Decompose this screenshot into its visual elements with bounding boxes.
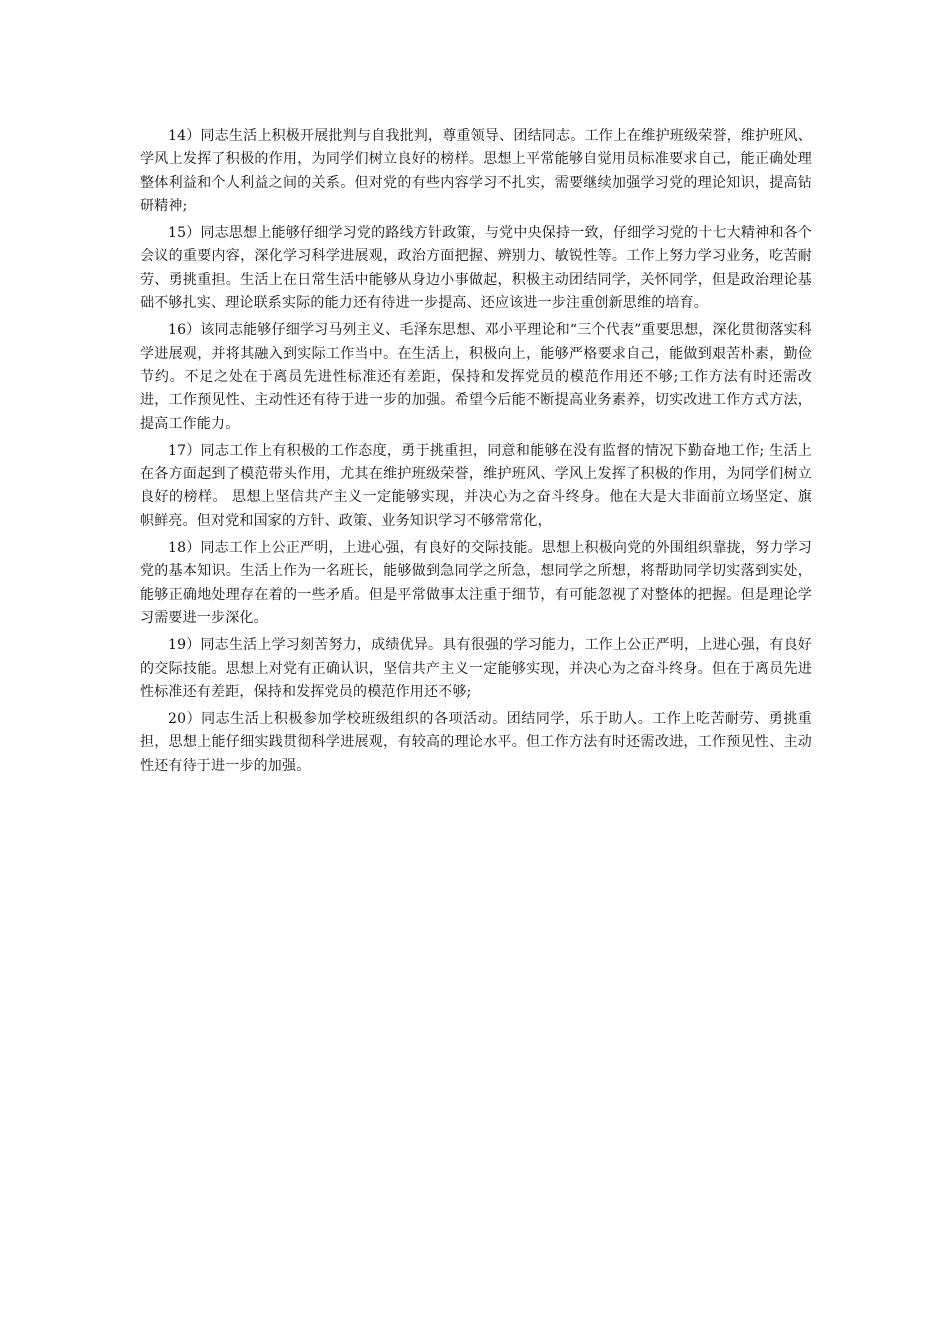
paragraph-16: 16）该同志能够仔细学习马列主义、毛泽东思想、邓小平理论和“三个代表”重要思想，深化贯彻落实科学进展观，并将其融入到实际工作当中。在生活上，积极向上，能够严格要求自己，能做到艰苦朴素，勤俭节约。不足之处在于离员先进性标准还有差距，保持和发挥党员的模范作用还不够;工作方法有时还需改进，工作预见性、主动性还有待于进一步的加强。希望今后能不断提高业务素养，切实改进工作方式方法，提高工作能力。 bbox=[140, 322, 812, 432]
paragraph-14: 14）同志生活上积极开展批判与自我批判，尊重领导、团结同志。工作上在维护班级荣誉，维护班风、学风上发挥了积极的作用，为同学们树立良好的榜样。思想上平常能够自觉用员标准要求自己，能正确处理整体利益和个人利益之间的关系。但对党的有些内容学习不扎实，需要继续加强学习党的理论知识，提高钻研精神; bbox=[140, 128, 812, 214]
paragraph-17: 17）同志工作上有积极的工作态度，勇于挑重担，同意和能够在没有监督的情况下勤奋地工作; 生活上在各方面起到了模范带头作用，尤其在维护班级荣誉，维护班风、学风上发挥了积极的作用，为同学们树立良好的榜样。 思想上坚信共产主义一定能够实现，并决心为之奋斗终身。他在大是大非面前立场坚定、旗帜鲜亮。但对党和国家的方针、政策、业务知识学习不够常常化， bbox=[140, 442, 812, 529]
paragraph-15: 15）同志思想上能够仔细学习党的路线方针政策，与党中央保持一致，仔细学习党的十七大精神和各个会议的重要内容，深化学习科学进展观，政治方面把握、辨别力、敏锐性等。工作上努力学习业务，吃苦耐劳、勇挑重担。生活上在日常生活中能够从身边小事做起，积极主动团结同学，关怀同学，但是政治理论基础不够扎实、理论联系实际的能力还有待进一步提高、还应该进一步注重创新思维的培育。 bbox=[140, 225, 812, 312]
paragraph-20: 20）同志生活上积极参加学校班级组织的各项活动。团结同学，乐于助人。工作上吃苦耐劳、勇挑重担，思想上能仔细实践贯彻科学进展观，有较高的理论水平。但工作方法有时还需改进，工作预见性、主动性还有待于进一步的加强。 bbox=[140, 711, 812, 774]
document-body bbox=[140, 125, 812, 782]
paragraph-19: 19）同志生活上学习刻苦努力，成绩优异。具有很强的学习能力，工作上公正严明，上进心强，有良好的交际技能。思想上对党有正确认识，坚信共产主义一定能够实现，并决心为之奋斗终身。但在于离员先进性标准还有差距，保持和发挥党员的模范作用还不够; bbox=[140, 637, 812, 700]
paragraph-18: 18）同志工作上公正严明，上进心强，有良好的交际技能。思想上积极向党的外围组织靠拢，努力学习党的基本知识。生活上作为一名班长，能够做到急同学之所急，想同学之所想，将帮助同学切实落到实处，能够正确地处理存在着的一些矛盾。但是平常做事太注重于细节，有可能忽视了对整体的把握。但是理论学习需要进一步深化。 bbox=[140, 540, 812, 626]
